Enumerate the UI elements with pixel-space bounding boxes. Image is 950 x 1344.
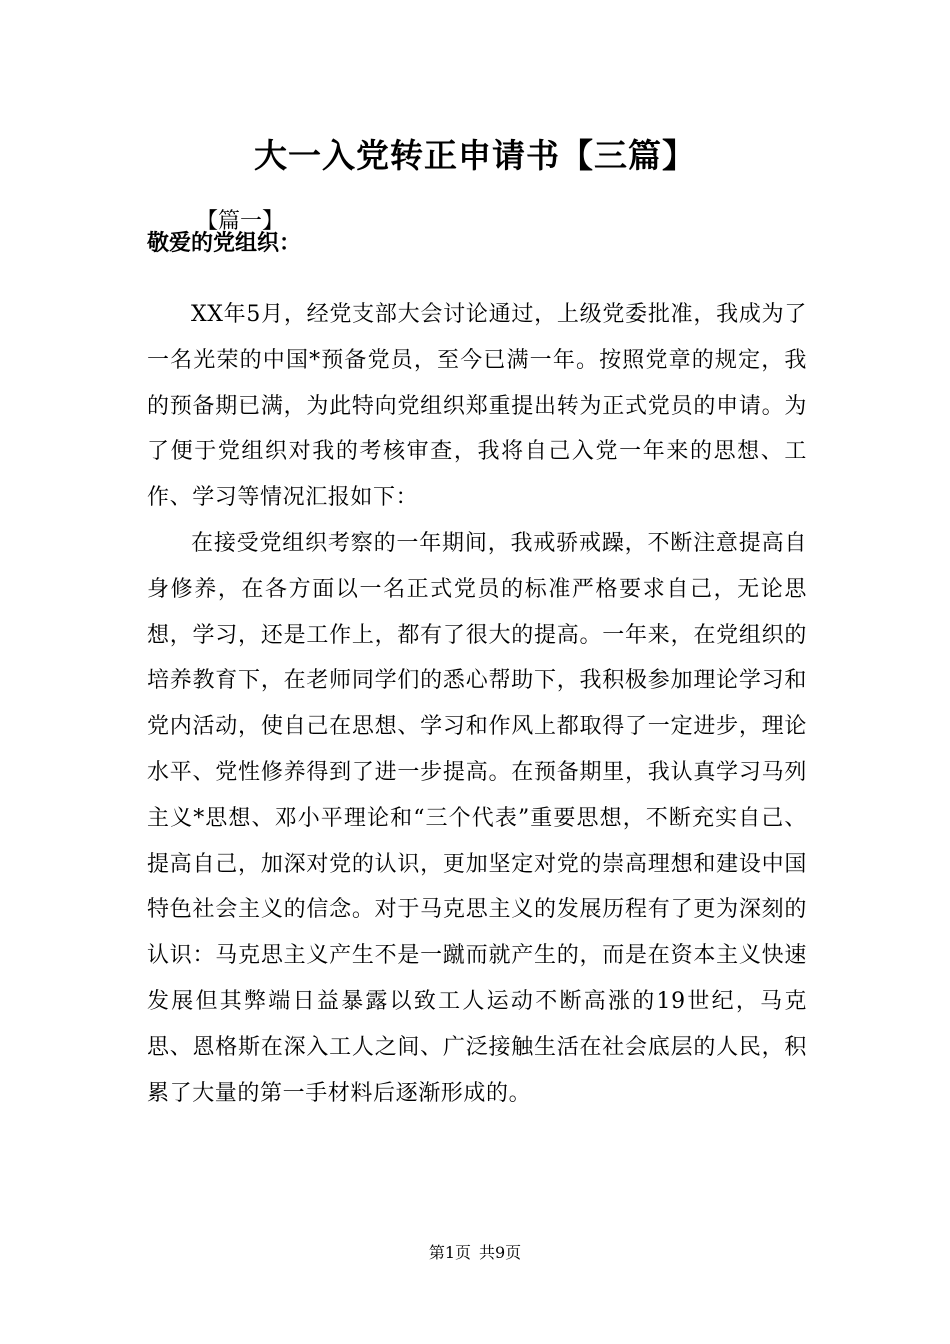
- page-number: 第1页: [428, 1243, 471, 1262]
- page-total: 共9页: [479, 1243, 522, 1262]
- paragraph: 在接受党组织考察的一年期间，我戒骄戒躁，不断注意提高自身修养，在各方面以一名正式党员的标准严格要求自己，无论思想，学习，还是工作上，都有了很大的提高。一年来，在党组织的培养教育下，在老师同学们的悉心帮助下，我积极参加理论学习和党内活动，使自己在思想、学习和作风上都取得了一定进步，理论水平、党性修养得到了进一步提高。在预备期里，我认真学习马列主义*思想、邓小平理论和“三个代表”重要思想，不断充实自己、提高自己，加深对党的认识，更加坚定对党的崇高理想和建设中国特色社会主义的信念。对于马克思主义的发展历程有了更为深刻的认识：马克思主义产生不是一蹴而就产生的，而是在资本主义快速发展但其弊端日益暴露以致工人运动不断高涨的19世纪，马克思、恩格斯在深入工人之间、广泛接触生活在社会底层的人民，积累了大量的第一手材料后逐渐形成的。: [147, 530, 807, 1106]
- salutation: 敬爱的党组织：: [147, 230, 302, 256]
- document-body: [147, 292, 807, 1116]
- document-title: 大一入党转正申请书【三篇】: [254, 136, 696, 175]
- paragraph: XX年5月，经党支部大会讨论通过，上级党委批准，我成为了一名光荣的中国*预备党员，至今已满一年。按照党章的规定，我的预备期已满，为此特向党组织郑重提出转为正式党员的申请。为了便于党组织对我的考核审查，我将自己入党一年来的思想、工作、学习等情况汇报如下：: [147, 302, 807, 511]
- page-footer: [0, 1240, 950, 1266]
- section-label: 【篇一】: [196, 209, 285, 234]
